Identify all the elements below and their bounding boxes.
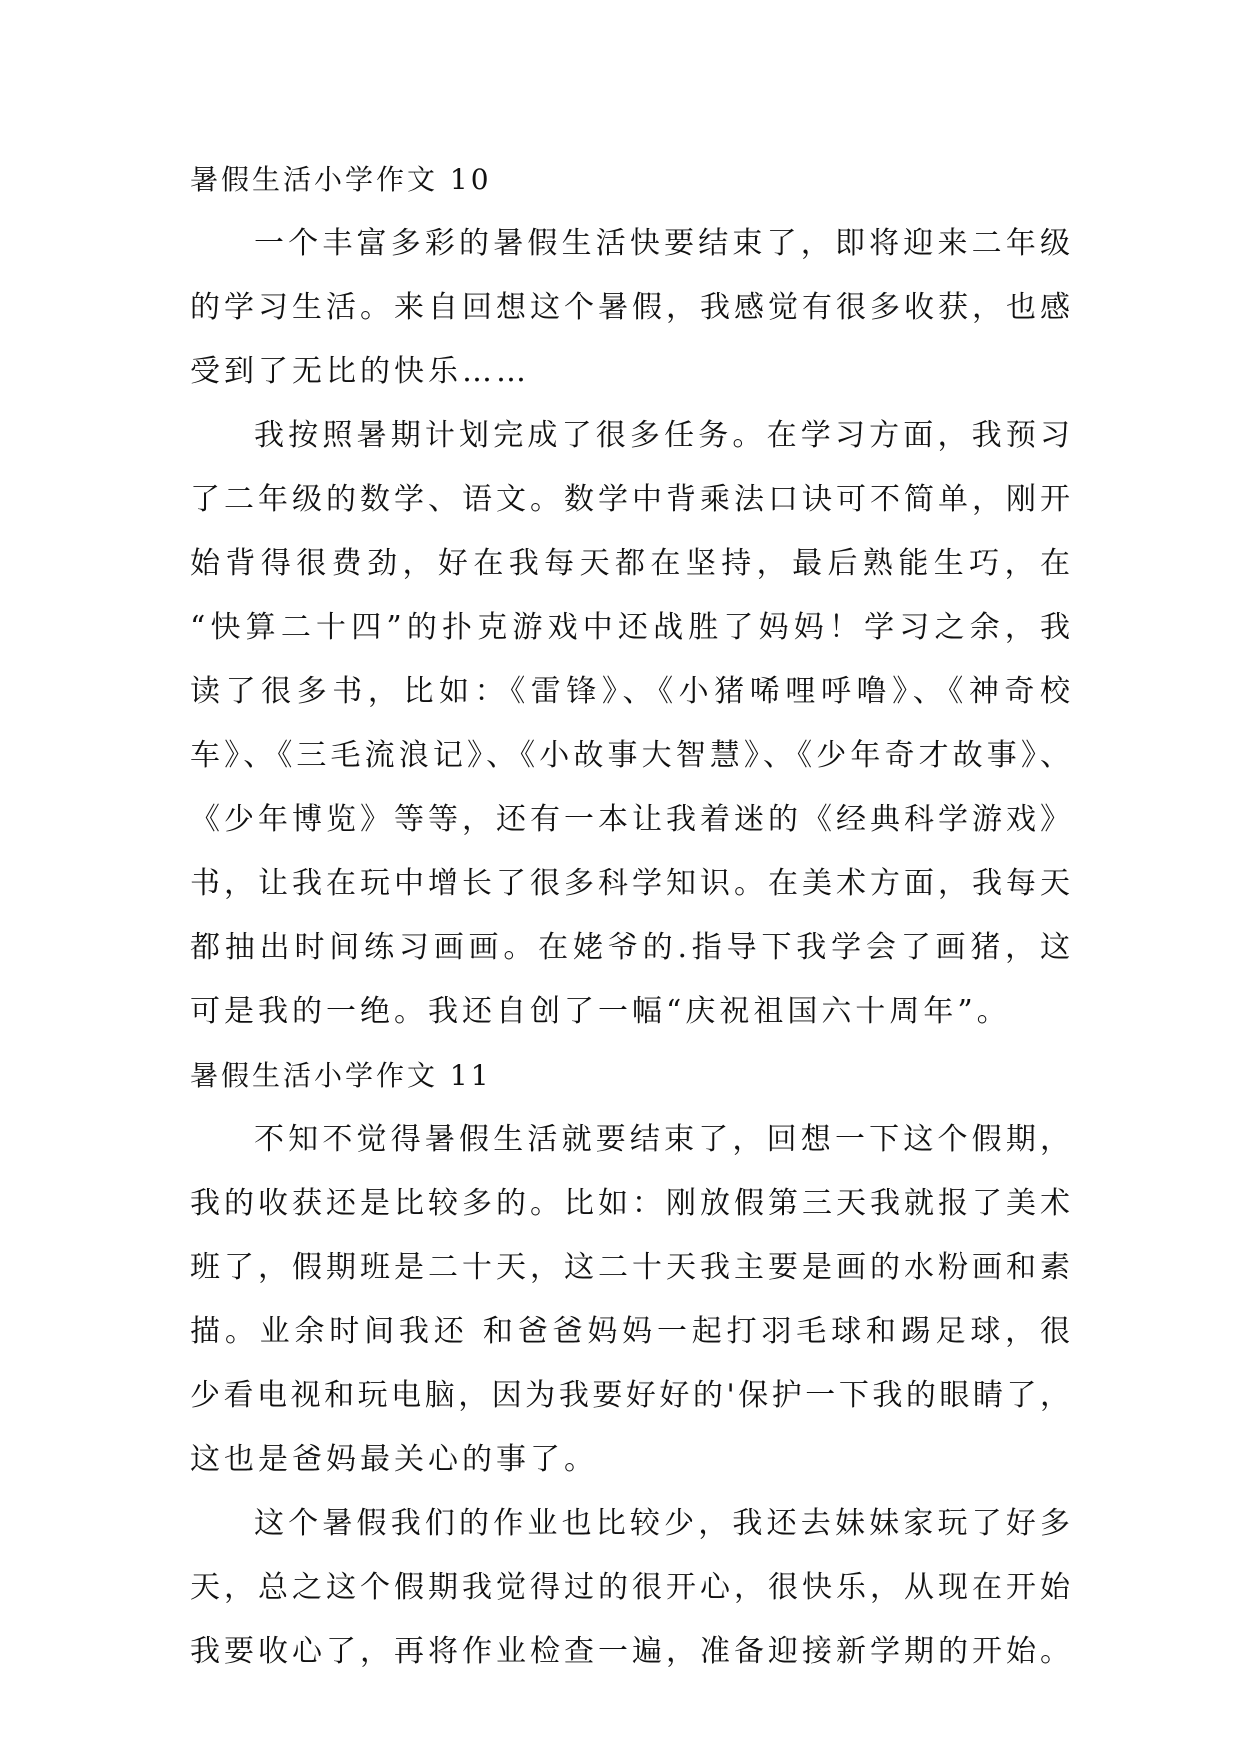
text-line: 了二年级的数学、语文。数学中背乘法口诀可不简单，刚开	[190, 482, 1070, 517]
text-line: 描。业余时间我还 和爸爸妈妈一起打羽毛球和踢足球，很	[190, 1314, 1070, 1349]
text-line: 读了很多书，比如：《雷锋》、《小猪唏哩呼噜》、《神奇校	[190, 674, 1070, 709]
text-line: 《少年博览》等等，还有一本让我着迷的《经典科学游戏》	[190, 802, 1070, 837]
text-line: 我按照暑期计划完成了很多任务。在学习方面，我预习	[254, 418, 1070, 453]
section-heading: 暑假生活小学作文 11	[190, 1059, 492, 1092]
text-line: 都抽出时间练习画画。在姥爷的.指导下我学会了画猪，这	[190, 930, 1070, 965]
text-line: 少看电视和玩电脑，因为我要好好的'保护一下我的眼睛了，	[190, 1378, 1070, 1413]
text-line: “快算二十四”的扑克游戏中还战胜了妈妈！学习之余，我	[190, 610, 1070, 645]
text-line: 的学习生活。来自回想这个暑假，我感觉有很多收获，也感	[190, 290, 1070, 325]
text-line: 这个暑假我们的作业也比较少，我还去妹妹家玩了好多	[254, 1506, 1070, 1541]
text-line: 车》、《三毛流浪记》、《小故事大智慧》、《少年奇才故事》、	[190, 738, 1070, 773]
text-line: 这也是爸妈最关心的事了。	[190, 1442, 598, 1477]
essay-section-10	[190, 148, 1070, 1044]
text-line: 可是我的一绝。我还自创了一幅“庆祝祖国六十周年”。	[190, 994, 1011, 1029]
paragraph	[190, 404, 1070, 1044]
section-heading: 暑假生活小学作文 10	[190, 163, 492, 196]
text-line: 我的收获还是比较多的。比如：刚放假第三天我就报了美术	[190, 1186, 1070, 1221]
text-line: 班了，假期班是二十天，这二十天我主要是画的水粉画和素	[190, 1250, 1070, 1285]
text-line: 不知不觉得暑假生活就要结束了，回想一下这个假期，	[254, 1122, 1070, 1157]
text-line: 天，总之这个假期我觉得过的很开心，很快乐，从现在开始	[190, 1570, 1070, 1605]
text-line: 书，让我在玩中增长了很多科学知识。在美术方面，我每天	[190, 866, 1070, 901]
text-line: 我要收心了，再将作业检查一遍，准备迎接新学期的开始。	[190, 1634, 1070, 1669]
paragraph	[190, 1108, 1070, 1492]
text-line: 始背得很费劲，好在我每天都在坚持，最后熟能生巧，在	[190, 546, 1070, 581]
paragraph	[190, 1492, 1070, 1684]
paragraph	[190, 212, 1070, 404]
document-page	[190, 148, 1070, 1684]
text-line: 受到了无比的快乐……	[190, 354, 530, 389]
essay-section-11	[190, 1044, 1070, 1684]
text-line: 一个丰富多彩的暑假生活快要结束了，即将迎来二年级	[254, 226, 1070, 261]
